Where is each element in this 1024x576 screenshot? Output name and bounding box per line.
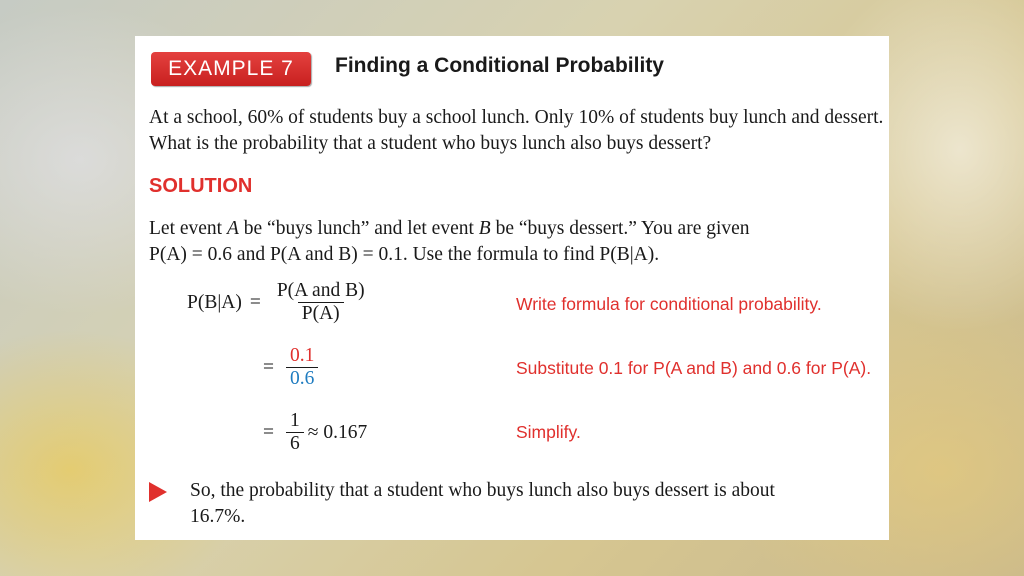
intro-text-part: be “buys dessert.” You are given	[490, 218, 750, 239]
step-formula	[187, 280, 373, 325]
fraction-numerator: P(A and B)	[276, 280, 365, 301]
example-title: Finding a Conditional Probability	[335, 54, 664, 77]
fraction	[286, 410, 304, 455]
intro-given-line: P(A) = 0.6 and P(A and B) = 0.1. Use the formula to find P(B|A).	[149, 244, 660, 265]
equals-sign: =	[263, 421, 274, 443]
right-triangle-arrow-icon	[149, 482, 167, 502]
intro-text-part: Let event	[149, 218, 227, 239]
fraction	[286, 345, 318, 390]
step-lhs: P(B|A)	[187, 291, 242, 313]
step-note: Substitute 0.1 for P(A and B) and 0.6 for P(A).	[516, 358, 872, 378]
fraction	[273, 280, 369, 325]
solution-heading: SOLUTION	[149, 175, 253, 197]
conclusion-text: So, the probability that a student who buys lunch also buys dessert is about 16.7%.	[190, 480, 775, 527]
example-panel	[135, 36, 889, 540]
approx-value: ≈ 0.167	[307, 421, 368, 443]
example-badge: EXAMPLE 7	[151, 52, 311, 86]
equals-sign: =	[263, 356, 274, 378]
event-a: A	[226, 218, 239, 239]
fraction-denominator: 6	[286, 432, 304, 455]
event-b: B	[478, 218, 491, 239]
step-note: Simplify.	[516, 422, 581, 442]
step-simplify	[255, 410, 367, 455]
step-substitute	[255, 345, 322, 390]
intro-text	[149, 216, 885, 268]
fraction-denominator: 0.6	[286, 367, 318, 390]
intro-text-part: be “buys lunch” and let event	[238, 218, 479, 239]
problem-text: At a school, 60% of students buy a school lunch. Only 10% of students buy lunch and dessert. What is the probability that a student who buys lunch also buys dessert?	[149, 107, 884, 154]
step-note: Write formula for conditional probability.	[516, 294, 822, 314]
fraction-numerator: 1	[290, 410, 300, 431]
fraction-denominator: P(A)	[298, 302, 344, 325]
equals-sign: =	[249, 291, 261, 313]
fraction-numerator: 0.1	[290, 345, 315, 366]
